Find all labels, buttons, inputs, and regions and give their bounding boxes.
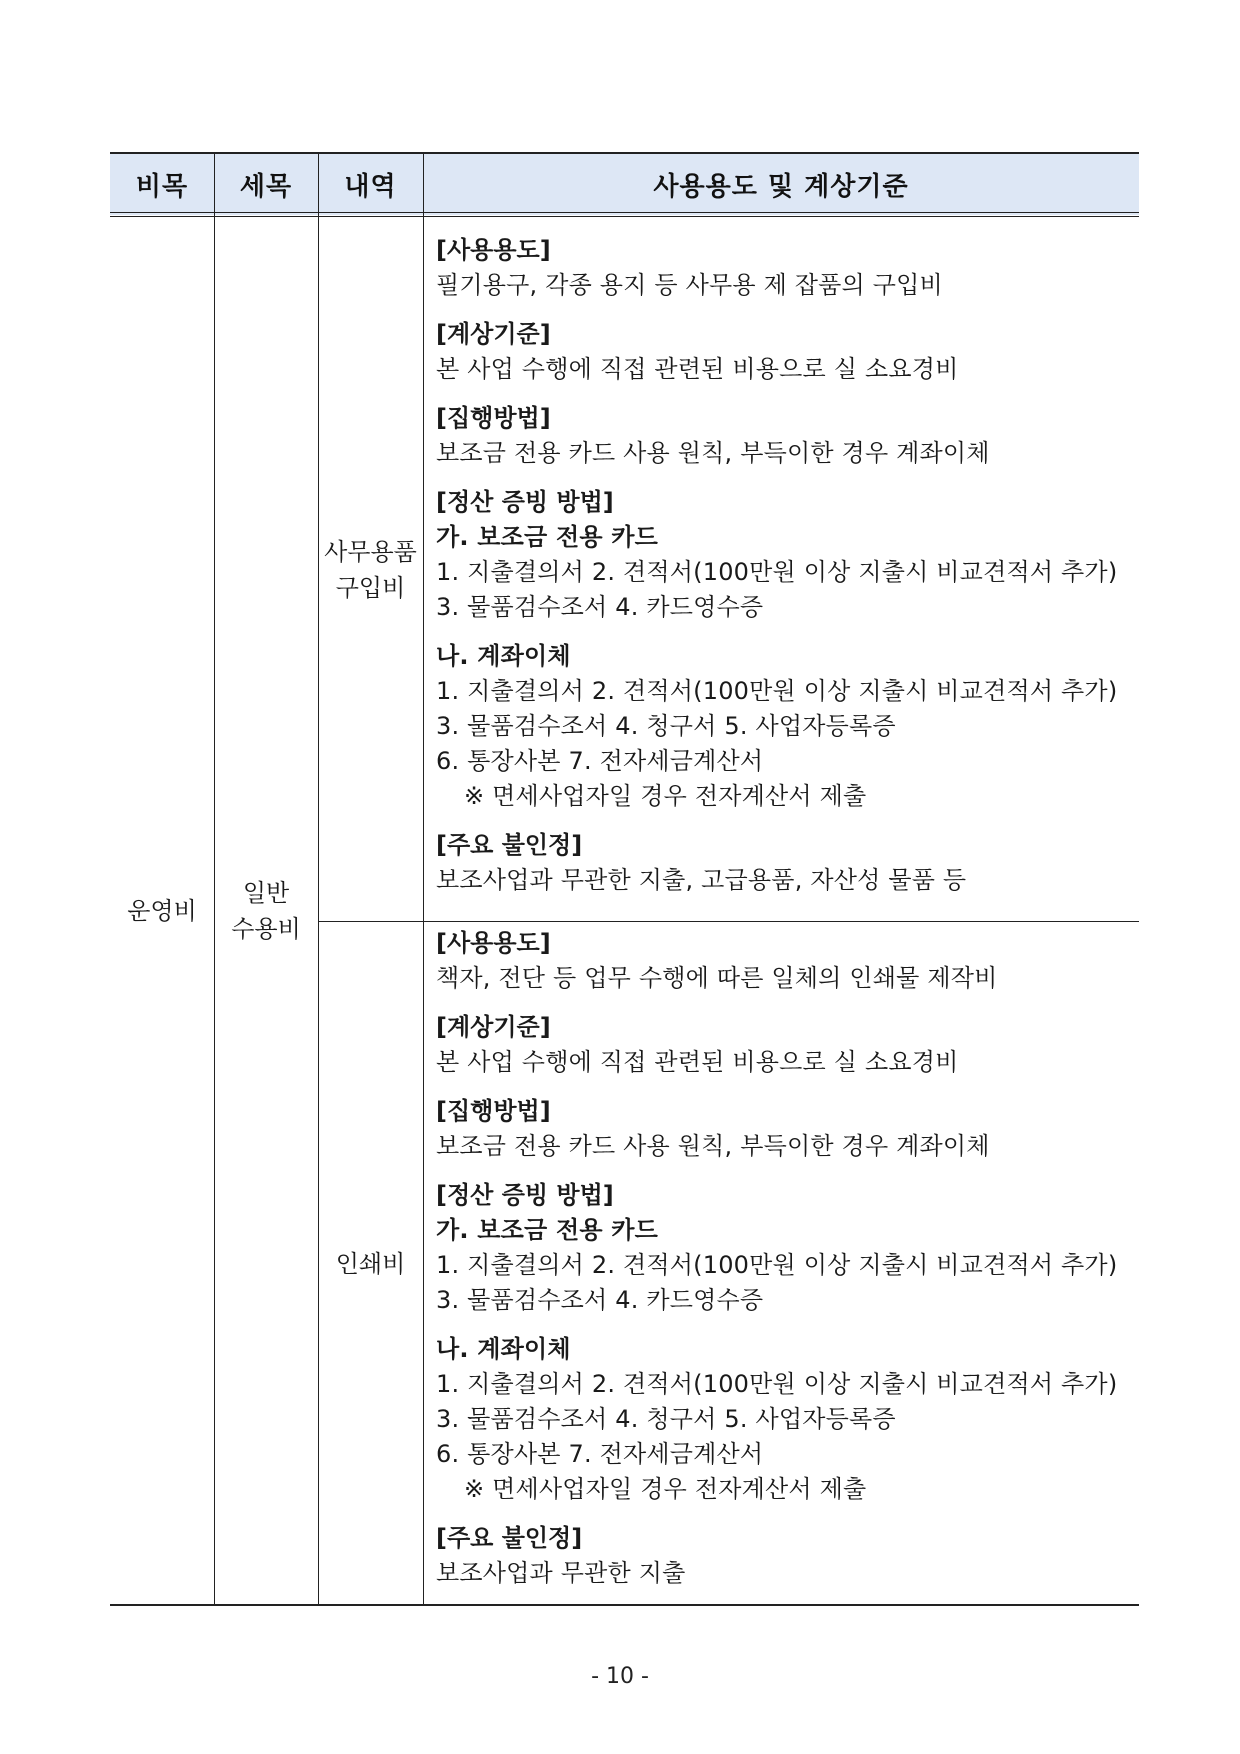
disallowed-text: 보조사업과 무관한 지출, 고급용품, 자산성 물품 등	[436, 866, 967, 894]
transfer-section	[436, 1332, 1136, 1507]
item-name-line-2: 구입비	[335, 573, 406, 602]
transfer-docs-line-3: 6. 통장사본 7. 전자세금계산서	[436, 1440, 764, 1468]
item-name-line-1: 인쇄비	[335, 1249, 406, 1278]
disallowed-heading: [주요 불인정]	[436, 831, 583, 859]
item-name-line-1: 사무용품	[324, 537, 417, 566]
settlement-section	[436, 1178, 1136, 1318]
disallowed-section	[436, 1521, 1136, 1591]
transfer-subheading: 나. 계좌이체	[436, 642, 571, 670]
settlement-heading: [정산 증빙 방법]	[436, 488, 614, 516]
header-usage-criteria: 사용용도 및 계상기준	[653, 172, 909, 202]
item-description-printing	[436, 926, 1136, 1605]
settlement-heading: [정산 증빙 방법]	[436, 1181, 614, 1209]
transfer-docs-line-1: 1. 지출결의서 2. 견적서(100만원 이상 지출시 비교견적서 추가)	[436, 1370, 1118, 1398]
page-number: - 10 -	[591, 1664, 649, 1689]
card-docs-line-2: 3. 물품검수조서 4. 카드영수증	[436, 593, 764, 621]
card-subheading: 가. 보조금 전용 카드	[436, 1216, 659, 1244]
header-category: 비목	[135, 172, 189, 202]
header-item: 내역	[344, 172, 397, 202]
criteria-section	[436, 317, 1136, 387]
execution-text: 보조금 전용 카드 사용 원칙, 부득이한 경우 계좌이체	[436, 439, 990, 467]
transfer-docs-line-1: 1. 지출결의서 2. 견적서(100만원 이상 지출시 비교견적서 추가)	[436, 677, 1118, 705]
card-docs-line-2: 3. 물품검수조서 4. 카드영수증	[436, 1286, 764, 1314]
usage-heading: [사용용도]	[436, 929, 551, 957]
execution-heading: [집행방법]	[436, 404, 551, 432]
subcategory-label-line-2: 수용비	[231, 915, 301, 943]
disallowed-section	[436, 828, 1136, 898]
usage-section	[436, 926, 1136, 996]
subcategory-cell	[214, 218, 318, 1604]
execution-text: 보조금 전용 카드 사용 원칙, 부득이한 경우 계좌이체	[436, 1132, 990, 1160]
settlement-section	[436, 485, 1136, 625]
execution-section	[436, 1094, 1136, 1164]
usage-text: 책자, 전단 등 업무 수행에 따른 일체의 인쇄물 제작비	[436, 964, 998, 992]
usage-heading: [사용용도]	[436, 236, 551, 264]
disallowed-heading: [주요 불인정]	[436, 1524, 583, 1552]
transfer-section	[436, 639, 1136, 814]
criteria-text: 본 사업 수행에 직접 관련된 비용으로 실 소요경비	[436, 355, 959, 383]
item-divider-rule	[318, 921, 1139, 922]
execution-heading: [집행방법]	[436, 1097, 551, 1125]
execution-section	[436, 401, 1136, 471]
card-docs-line-1: 1. 지출결의서 2. 견적서(100만원 이상 지출시 비교견적서 추가)	[436, 558, 1118, 586]
criteria-text: 본 사업 수행에 직접 관련된 비용으로 실 소요경비	[436, 1048, 959, 1076]
item-name-cell-office-supplies	[318, 218, 423, 921]
usage-section	[436, 233, 1136, 303]
criteria-heading: [계상기준]	[436, 1013, 551, 1041]
column-rule-3	[423, 153, 424, 1605]
category-label: 운영비	[127, 897, 197, 925]
transfer-note: ※ 면세사업자일 경우 전자계산서 제출	[464, 1475, 867, 1503]
criteria-section	[436, 1010, 1136, 1080]
item-description-office-supplies	[436, 233, 1136, 912]
disallowed-text: 보조사업과 무관한 지출	[436, 1559, 686, 1587]
card-docs-line-1: 1. 지출결의서 2. 견적서(100만원 이상 지출시 비교견적서 추가)	[436, 1251, 1118, 1279]
header-subcategory: 세목	[239, 172, 293, 202]
transfer-docs-line-2: 3. 물품검수조서 4. 청구서 5. 사업자등록증	[436, 712, 896, 740]
transfer-docs-line-2: 3. 물품검수조서 4. 청구서 5. 사업자등록증	[436, 1405, 896, 1433]
transfer-subheading: 나. 계좌이체	[436, 1335, 571, 1363]
header-bottom-rule-2	[110, 216, 1139, 217]
criteria-heading: [계상기준]	[436, 320, 551, 348]
transfer-note: ※ 면세사업자일 경우 전자계산서 제출	[464, 782, 867, 810]
category-cell	[110, 218, 214, 1604]
usage-text: 필기용구, 각종 용지 등 사무용 제 잡품의 구입비	[436, 271, 943, 299]
subcategory-label-line-1: 일반	[242, 879, 290, 907]
card-subheading: 가. 보조금 전용 카드	[436, 523, 659, 551]
transfer-docs-line-3: 6. 통장사본 7. 전자세금계산서	[436, 747, 764, 775]
item-name-cell-printing	[318, 923, 423, 1604]
